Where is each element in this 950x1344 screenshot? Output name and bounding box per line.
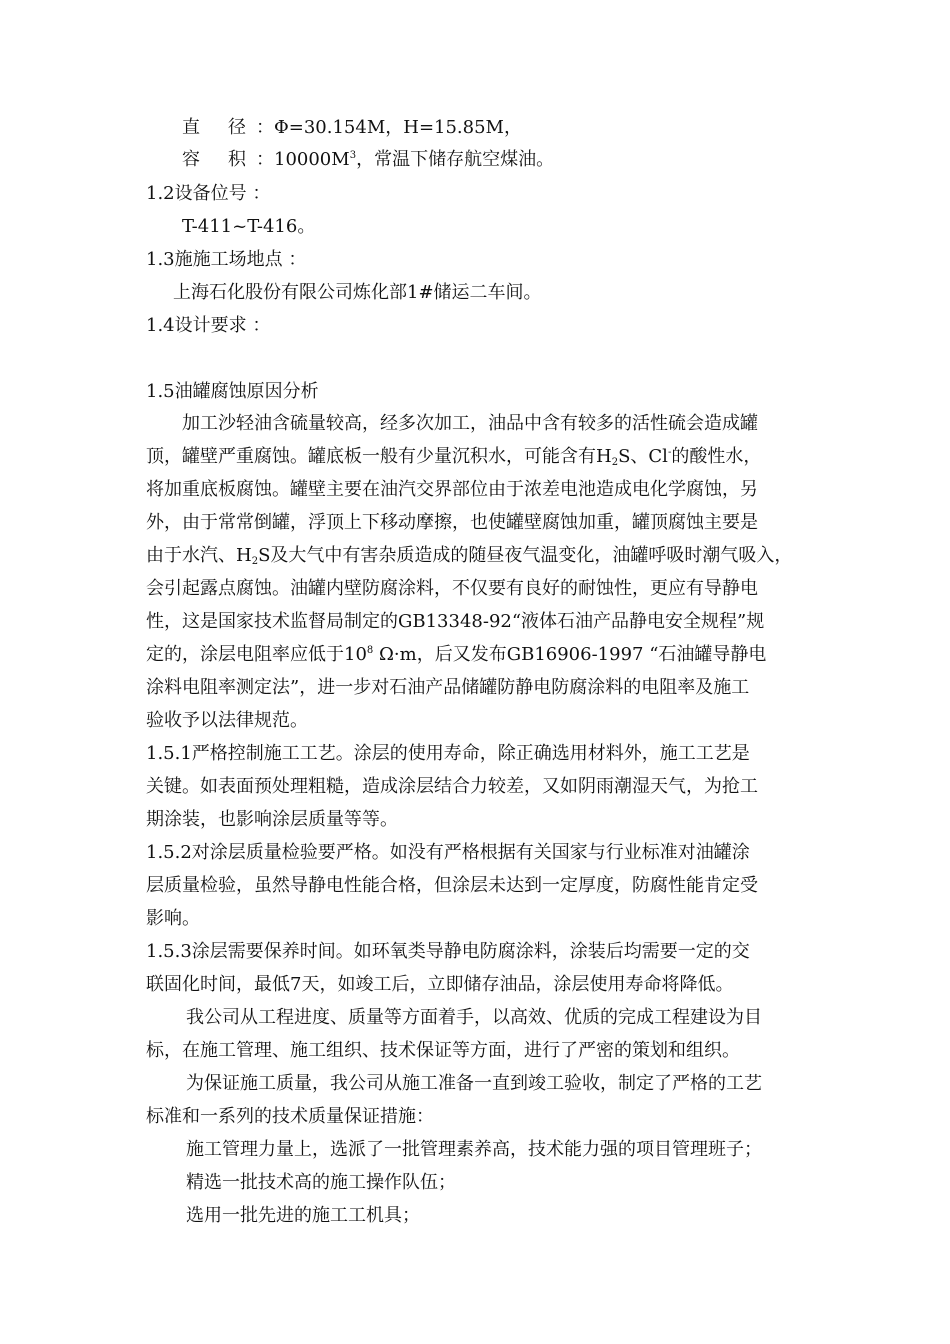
section-1-5-heading: 1.5油罐腐蚀原因分析 <box>146 381 319 402</box>
item-1-5-1-line-3: 期涂装，也影响涂层质量等等。 <box>146 809 398 830</box>
analysis-line-2b: S、Cl <box>618 446 668 467</box>
section-1-2-heading: 1.2设备位号 ： <box>146 183 271 204</box>
diameter-label-a: 直 <box>182 117 200 138</box>
analysis-line-3: 将加重底板腐蚀。罐壁主要在油汽交界部位由于浓差电池造成电化学腐蚀，另 <box>146 479 758 500</box>
item-1-5-3-line-2: 联固化时间，最低7天，如竣工后，立即储存油品，涂层使用寿命将降低。 <box>146 974 734 995</box>
analysis-line-10: 验收予以法律规范。 <box>146 710 308 731</box>
closing-p1-line-2: 标，在施工管理、施工组织、技术保证等方面，进行了严密的策划和组织。 <box>146 1040 740 1061</box>
analysis-line-4: 外，由于常常倒罐，浮顶上下移动摩擦，也使罐壁腐蚀加重，罐顶腐蚀主要是 <box>146 512 758 533</box>
section-1-3-heading: 1.3施施工场地点 ： <box>146 249 307 270</box>
volume-label-b: 积 <box>228 149 246 170</box>
measure-item-3: 选用一批先进的施工工机具； <box>186 1205 420 1226</box>
closing-p1-line-1: 我公司从工程进度、质量等方面着手，以高效、优质的完成工程建设为目 <box>186 1007 762 1028</box>
analysis-line-8 <box>146 643 766 669</box>
analysis-line-2c: 的酸性水， <box>671 446 762 467</box>
volume-value-a: ：10000M <box>256 149 350 170</box>
volume-label-a: 容 <box>182 149 200 170</box>
analysis-line-6: 会引起露点腐蚀。油罐内壁防腐涂料，不仅要有良好的耐蚀性，更应有导静电 <box>146 578 758 599</box>
h2s-subscript-2: 2 <box>251 556 259 567</box>
volume-superscript: 3 <box>349 150 357 161</box>
item-1-5-3-line-1: 1.5.3涂层需要保养时间。如环氧类导静电防腐涂料，涂装后均需要一定的交 <box>146 941 750 962</box>
analysis-line-9: 涂料电阻率测定法”，进一步对石油产品储罐防静电防腐涂料的电阻率及施工 <box>146 677 750 698</box>
volume-line <box>182 148 554 174</box>
volume-value-b: ，常温下储存航空煤油。 <box>356 149 555 170</box>
item-1-5-1-line-2: 关键。如表面预处理粗糙，造成涂层结合力较差，又如阴雨潮湿天气，为抢工 <box>146 776 758 797</box>
analysis-line-5b: S及大气中有害杂质造成的随昼夜气温变化，油罐呼吸时潮气吸入， <box>258 545 793 566</box>
section-1-4-heading: 1.4设计要求 ： <box>146 315 271 336</box>
item-1-5-2-line-1: 1.5.2对涂层质量检验要严格。如没有严格根据有关国家与行业标准对油罐涂 <box>146 842 750 863</box>
closing-p2-line-1: 为保证施工质量，我公司从施工准备一直到竣工验收，制定了严格的工艺 <box>186 1073 762 1094</box>
exponent-superscript: 8 <box>366 645 374 656</box>
diameter-line <box>182 116 522 142</box>
analysis-line-2 <box>146 445 761 471</box>
h2s-subscript: 2 <box>611 457 619 468</box>
diameter-value: ：Φ=30.154M，H=15.85M， <box>256 117 522 138</box>
item-1-5-2-line-3: 影响。 <box>146 908 200 929</box>
analysis-line-5a: 由于水汽、H <box>146 545 252 566</box>
closing-p2-line-2: 标准和一系列的技术质量保证措施： <box>146 1106 434 1127</box>
analysis-line-1: 加工沙轻油含硫量较高，经多次加工，油品中含有较多的活性硫会造成罐 <box>182 413 758 434</box>
section-1-3-value: 上海石化股份有限公司炼化部1#储运二车间。 <box>173 282 542 303</box>
measure-item-1: 施工管理力量上，选派了一批管理素养高，技术能力强的项目管理班子； <box>186 1139 762 1160</box>
analysis-line-2a: 顶，罐壁严重腐蚀。罐底板一般有少量沉积水，可能含有H <box>146 446 612 467</box>
section-1-2-value: T-411~T-416。 <box>182 216 316 237</box>
analysis-line-8b: Ω·m，后又发布GB16906-1997 “石油罐导静电 <box>373 644 767 665</box>
diameter-label-b: 径 <box>228 117 246 138</box>
analysis-line-5 <box>146 544 792 570</box>
measure-item-2: 精选一批技术高的施工操作队伍； <box>186 1172 456 1193</box>
analysis-line-8a: 定的，涂层电阻率应低于10 <box>146 644 367 665</box>
item-1-5-2-line-2: 层质量检验，虽然导静电性能合格，但涂层未达到一定厚度，防腐性能肯定受 <box>146 875 758 896</box>
item-1-5-1-line-1: 1.5.1严格控制施工工艺。涂层的使用寿命，除正确选用材料外，施工工艺是 <box>146 743 750 764</box>
chloride-superscript: - <box>667 447 672 458</box>
analysis-line-7: 性，这是国家技术监督局制定的GB13348-92“液体石油产品静电安全规程”规 <box>146 611 765 632</box>
